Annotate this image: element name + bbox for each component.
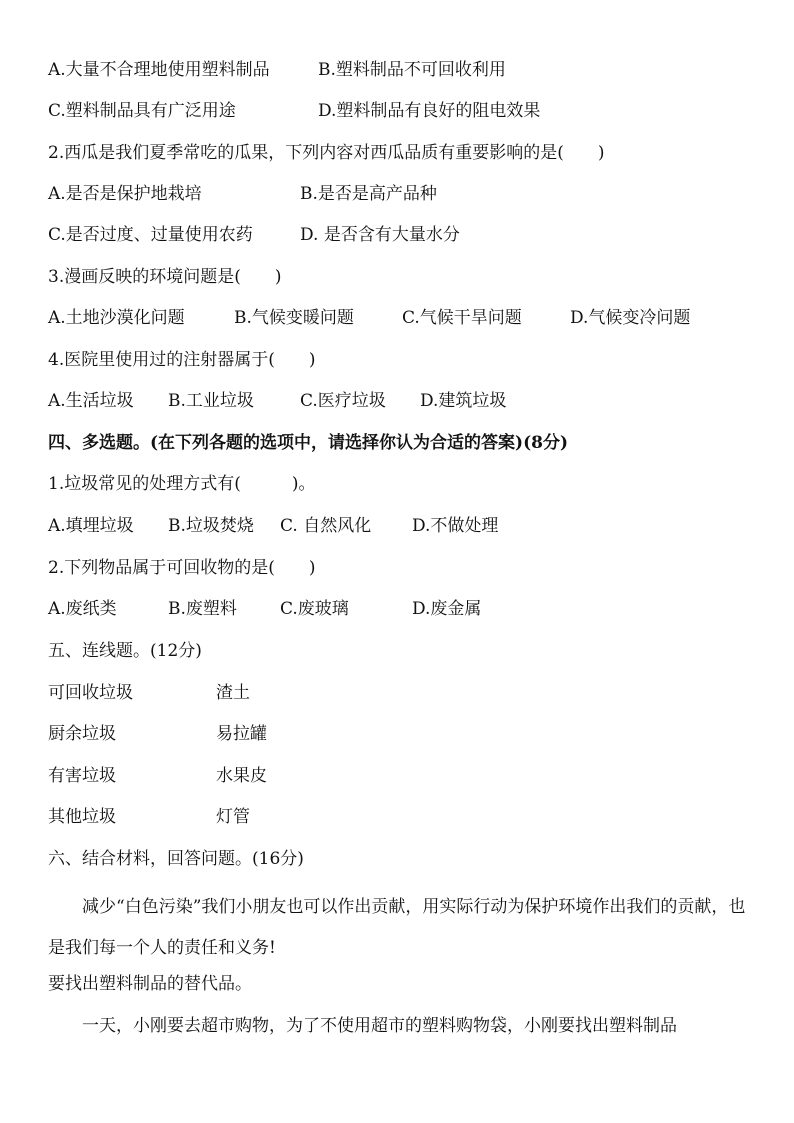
s4-q1-option-d: D.不做处理 — [412, 516, 499, 536]
q2-options-row-1 — [48, 181, 437, 207]
q2-options-row-2 — [48, 222, 460, 248]
q1-options-row-1 — [48, 57, 506, 83]
s4-q2-stem: 2.下列物品属于可回收物的是( ) — [48, 558, 316, 578]
s4-q1-option-a: A.填埋垃圾 — [48, 516, 134, 536]
s4-q2-option-c: C.废玻璃 — [280, 599, 349, 619]
match-row-2 — [48, 721, 267, 747]
q3-option-b: B.气候变暖问题 — [234, 308, 354, 328]
match-right-item: 易拉罐 — [216, 724, 267, 744]
q3-option-d: D.气候变冷问题 — [570, 308, 691, 328]
match-row-4 — [48, 804, 250, 830]
q4-options — [48, 388, 507, 414]
s4-q1-option-b: B.垃圾焚烧 — [168, 516, 254, 536]
s4-q2-option-b: B.废塑料 — [168, 599, 237, 619]
section-4-title: 四、多选题。(在下列各题的选项中，请选择你认为合适的答案)(8分) — [48, 433, 569, 453]
q3-stem: 3.漫画反映的环境问题是( ) — [48, 267, 282, 287]
match-left-item: 其他垃圾 — [48, 807, 116, 827]
section-6-title: 六、结合材料，回答问题。(16分) — [48, 849, 304, 869]
q1-option-a: A.大量不合理地使用塑料制品 — [48, 60, 270, 80]
q2-option-d: D. 是否含有大量水分 — [300, 225, 460, 245]
q4-option-d: D.建筑垃圾 — [420, 391, 507, 411]
material-paragraph-1: 减少“白色污染”我们小朋友也可以作出贡献，用实际行动为保护环境作出我们的贡献，也是我们每一个人的责任和义务! — [48, 897, 746, 958]
q1-option-c: C.塑料制品具有广泛用途 — [48, 101, 236, 121]
match-row-3 — [48, 763, 267, 789]
q4-option-a: A.生活垃圾 — [48, 391, 134, 411]
q2-option-c: C.是否过度、过量使用农药 — [48, 225, 253, 245]
s4-q2-option-d: D.废金属 — [412, 599, 482, 619]
q4-option-b: B.工业垃圾 — [168, 391, 254, 411]
s4-q1-option-c: C. 自然风化 — [280, 516, 372, 536]
q2-option-a: A.是否是保护地栽培 — [48, 184, 202, 204]
q2-stem: 2.西瓜是我们夏季常吃的瓜果，下列内容对西瓜品质有重要影响的是( ) — [48, 143, 605, 163]
material-paragraph-3: 一天，小刚要去超市购物，为了不使用超市的塑料购物袋，小刚要找出塑料制品 — [48, 1016, 677, 1036]
match-left-item: 有害垃圾 — [48, 766, 116, 786]
q1-option-b: B.塑料制品不可回收利用 — [318, 60, 506, 80]
q3-option-a: A.土地沙漠化问题 — [48, 308, 185, 328]
match-left-item: 可回收垃圾 — [48, 683, 133, 703]
s4-q1-options — [48, 513, 499, 539]
match-right-item: 灯管 — [216, 807, 250, 827]
match-left-item: 厨余垃圾 — [48, 724, 116, 744]
s4-q2-options — [48, 596, 482, 622]
q1-option-d: D.塑料制品有良好的阻电效果 — [318, 101, 541, 121]
s4-q1-stem: 1.垃圾常见的处理方式有( )。 — [48, 474, 316, 494]
match-right-item: 水果皮 — [216, 766, 267, 786]
material-paragraph-2: 要找出塑料制品的替代品。 — [48, 974, 252, 994]
s4-q2-option-a: A.废纸类 — [48, 599, 117, 619]
q3-options — [48, 305, 691, 331]
match-right-item: 渣土 — [216, 683, 250, 703]
q4-option-c: C.医疗垃圾 — [300, 391, 386, 411]
q4-stem: 4.医院里使用过的注射器属于( ) — [48, 350, 316, 370]
match-row-1 — [48, 680, 250, 706]
q1-options-row-2 — [48, 98, 541, 124]
section-5-title: 五、连线题。(12分) — [48, 641, 202, 661]
q3-option-c: C.气候干旱问题 — [402, 308, 522, 328]
q2-option-b: B.是否是高产品种 — [300, 184, 437, 204]
